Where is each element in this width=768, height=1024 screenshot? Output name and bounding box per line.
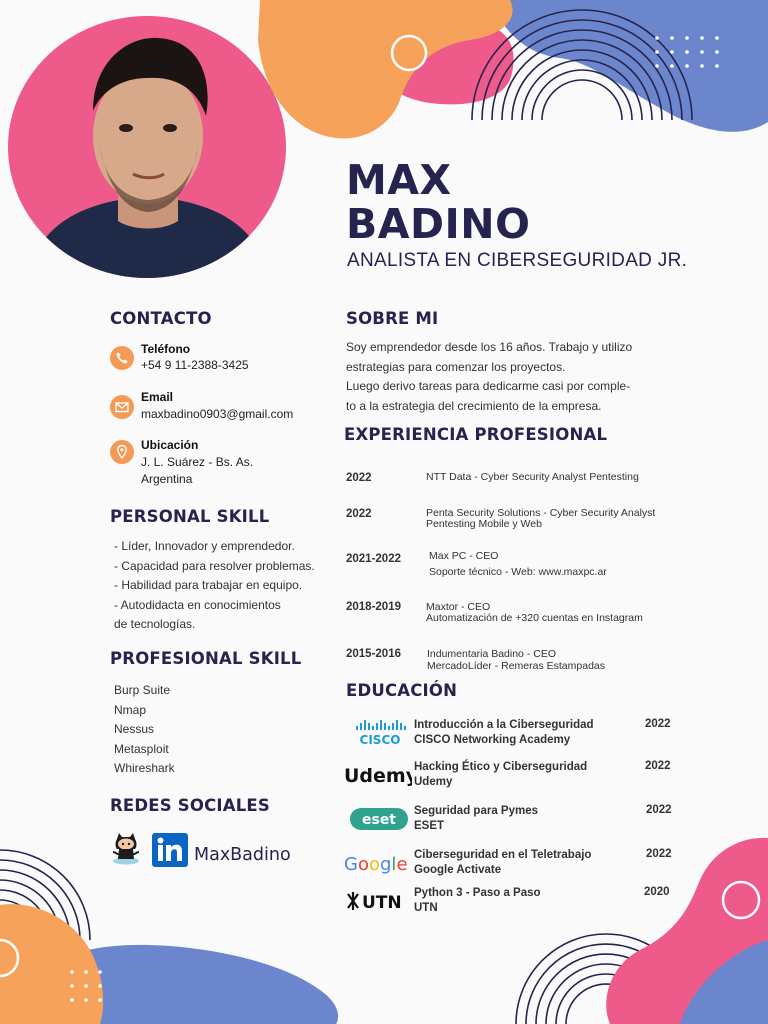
phone-value: +54 9 11-2388-3425 xyxy=(141,358,249,372)
education-heading: EDUCACIÓN xyxy=(346,681,458,700)
udemy-logo xyxy=(342,760,412,794)
experience-year: 2018-2019 xyxy=(346,601,401,613)
about-line: to a la estrategia del crecimiento de la empresa. xyxy=(346,398,602,413)
education-text xyxy=(414,848,591,878)
logo-text: CISCO xyxy=(359,733,401,747)
location-line-2: Argentina xyxy=(141,472,193,486)
experience-heading: EXPERIENCIA PROFESIONAL xyxy=(344,425,608,444)
profesional-skill-heading: PROFESIONAL SKILL xyxy=(110,649,302,668)
social-heading: REDES SOCIALES xyxy=(110,796,270,815)
list-item: Whireshark xyxy=(114,761,175,775)
education-year: 2022 xyxy=(645,760,671,772)
name-line-1: MAX xyxy=(346,156,452,204)
about-text xyxy=(346,338,632,416)
list-item: - Líder, Innovador y emprendedor. xyxy=(114,539,295,553)
eset-logo xyxy=(342,804,412,838)
experience-line-1: Penta Security Solutions - Cyber Security Analyst xyxy=(426,507,656,519)
github-icon[interactable] xyxy=(108,830,144,871)
logo-text: eset xyxy=(361,812,397,828)
experience-line-1: Indumentaria Badino - CEO xyxy=(427,648,556,660)
experience-line-2: Soporte técnico - Web: www.maxpc.ar xyxy=(429,566,607,578)
mail-icon xyxy=(110,395,134,419)
experience-line-2: Pentesting Mobile y Web xyxy=(426,518,542,530)
location-label: Ubicación xyxy=(141,438,199,452)
experience-line-2: MercadoLíder - Remeras Estampadas xyxy=(427,660,605,672)
list-item: Metasploit xyxy=(114,741,169,756)
education-text xyxy=(414,718,594,748)
logo-text: Udemy xyxy=(344,765,412,787)
course-title: Ciberseguridad en el Teletrabajo xyxy=(414,849,592,861)
email-value: maxbadino0903@gmail.com xyxy=(141,407,294,421)
list-item: Burp Suite xyxy=(114,683,171,697)
list-item: - Autodidacta en conocimientos xyxy=(114,597,281,612)
course-org: UTN xyxy=(414,902,438,914)
phone-icon xyxy=(110,346,134,370)
logo-text: UTN xyxy=(362,893,402,913)
course-title: Seguridad para Pymes xyxy=(414,805,538,817)
experience-year: 2021-2022 xyxy=(346,553,401,565)
profile-photo xyxy=(8,16,286,278)
profesional-skill-list xyxy=(114,681,175,779)
list-item: Nmap xyxy=(114,702,147,717)
education-item xyxy=(342,804,682,838)
course-org: CISCO Networking Academy xyxy=(414,734,571,746)
about-line: Soy emprendedor desde los 16 años. Trabajo y utilizo xyxy=(346,340,633,354)
about-line: Luego derivo tareas para dedicarme casi por comple- xyxy=(346,379,631,393)
google-logo xyxy=(342,848,412,882)
name-line-2: BADINO xyxy=(346,200,531,248)
education-text xyxy=(414,804,538,834)
experience-line-1: NTT Data - Cyber Security Analyst Pentesting xyxy=(426,471,639,483)
education-year: 2022 xyxy=(646,848,672,860)
education-item xyxy=(342,848,682,882)
person-name xyxy=(346,158,530,246)
linkedin-icon[interactable] xyxy=(152,833,188,867)
experience-year: 2022 xyxy=(346,472,372,484)
cisco-logo xyxy=(342,718,412,752)
social-handle[interactable]: MaxBadino xyxy=(194,845,291,865)
about-line: estrategias para comenzar los proyectos. xyxy=(346,359,566,374)
experience-year: 2015-2016 xyxy=(346,648,401,660)
education-year: 2020 xyxy=(644,886,670,898)
job-title: ANALISTA EN CIBERSEGURIDAD JR. xyxy=(347,250,688,271)
education-year: 2022 xyxy=(645,718,671,730)
education-year: 2022 xyxy=(646,804,672,816)
course-org: ESET xyxy=(414,820,445,832)
list-item: de tecnologías. xyxy=(114,617,196,631)
location-value xyxy=(141,454,253,488)
list-item: - Capacidad para resolver problemas. xyxy=(114,558,315,573)
personal-skill-list xyxy=(114,537,315,635)
list-item: Nessus xyxy=(114,722,155,736)
utn-logo xyxy=(342,886,412,920)
education-text xyxy=(414,760,587,790)
phone-label: Teléfono xyxy=(141,342,191,356)
education-text xyxy=(414,886,541,916)
course-title: Introducción a la Ciberseguridad xyxy=(414,719,594,731)
experience-line-1: Max PC - CEO xyxy=(429,550,499,562)
location-line-1: J. L. Suárez - Bs. As. xyxy=(141,455,254,469)
education-item xyxy=(342,760,682,794)
education-item xyxy=(342,886,682,920)
course-title: Python 3 - Paso a Paso xyxy=(414,887,541,899)
course-title: Hacking Ético y Ciberseguridad xyxy=(414,761,588,773)
experience-line-1: Maxtor - CEO xyxy=(426,601,491,613)
portrait-illustration xyxy=(8,16,286,278)
contact-heading: CONTACTO xyxy=(110,309,212,328)
experience-line-2: Automatización de +320 cuentas en Instagram xyxy=(426,612,643,624)
education-item xyxy=(342,718,682,752)
about-heading: SOBRE MI xyxy=(346,309,439,328)
personal-skill-heading: PERSONAL SKILL xyxy=(110,507,270,526)
course-org: Udemy xyxy=(414,776,453,788)
location-icon xyxy=(110,440,134,464)
email-label: Email xyxy=(141,390,174,404)
course-org: Google Activate xyxy=(414,864,502,876)
experience-year: 2022 xyxy=(346,508,372,520)
list-item: - Habilidad para trabajar en equipo. xyxy=(114,578,303,592)
logo-text: Google xyxy=(344,854,408,875)
